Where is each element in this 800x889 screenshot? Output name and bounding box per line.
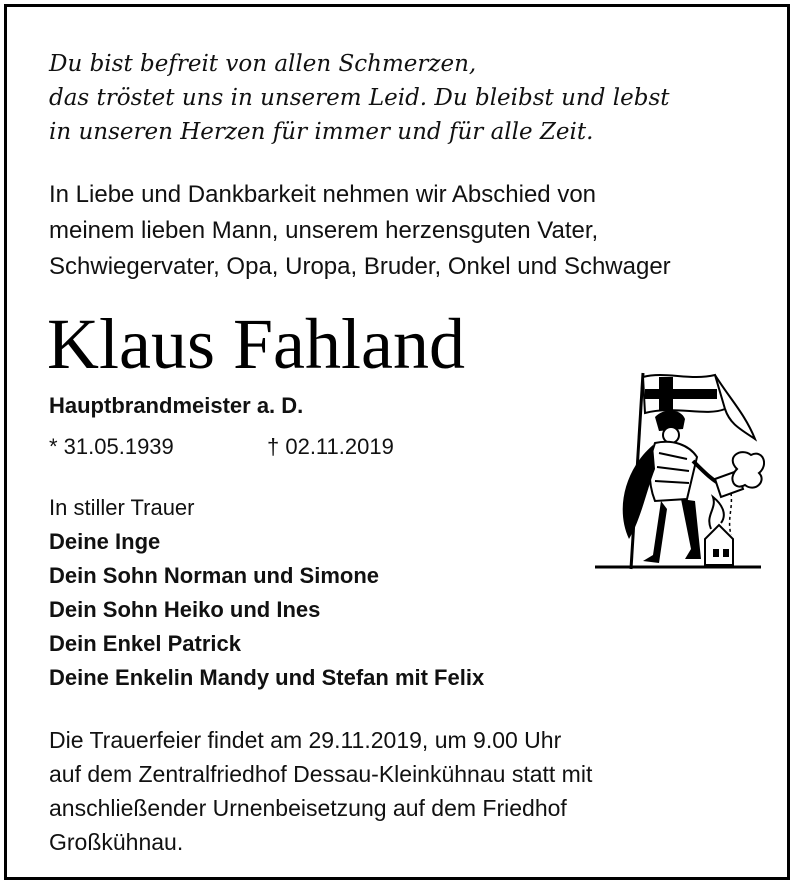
deceased-title: Hauptbrandmeister a. D. [49, 393, 304, 418]
funeral-line: auf dem Zentralfriedhof Dessau-Kleinkühnau statt mit [49, 761, 593, 787]
death-date: † 02.11.2019 [267, 434, 394, 459]
intro-line: meinem lieben Mann, unserem herzensguten Vater, [49, 217, 599, 244]
funeral-info [49, 723, 592, 859]
mourner-name: Dein Enkel Patrick [49, 631, 241, 656]
verse [49, 47, 670, 149]
intro-text [49, 177, 671, 285]
deceased-name: Klaus Fahland [47, 304, 465, 384]
intro-line: Schwiegervater, Opa, Uropa, Bruder, Onkel und Schwager [49, 253, 671, 280]
life-dates [49, 432, 394, 462]
mourners [49, 491, 484, 695]
intro-line: In Liebe und Dankbarkeit nehmen wir Abschied von [49, 181, 597, 208]
funeral-line: Die Trauerfeier findet am 29.11.2019, um 9.00 Uhr [49, 727, 562, 753]
verse-line: Du bist befreit von allen Schmerzen, [49, 51, 477, 77]
mourner-name: Dein Sohn Norman und Simone [49, 563, 380, 588]
mourner-name: Deine Inge [49, 529, 161, 554]
obituary-notice [4, 4, 790, 880]
verse-line: das tröstet uns in unserem Leid. Du bleibst und lebst [49, 85, 670, 111]
mourner-name: Deine Enkelin Mandy und Stefan mit Felix [49, 665, 485, 690]
saint-florian-icon [555, 369, 765, 575]
mourner-name: Dein Sohn Heiko und Ines [49, 597, 321, 622]
birth-date: * 31.05.1939 [49, 434, 174, 459]
verse-line: in unseren Herzen für immer und für alle Zeit. [49, 119, 594, 145]
mourners-heading: In stiller Trauer [49, 495, 195, 520]
funeral-line: Großkühnau. [49, 829, 184, 855]
funeral-line: anschließender Urnenbeisetzung auf dem Friedhof [49, 795, 567, 821]
